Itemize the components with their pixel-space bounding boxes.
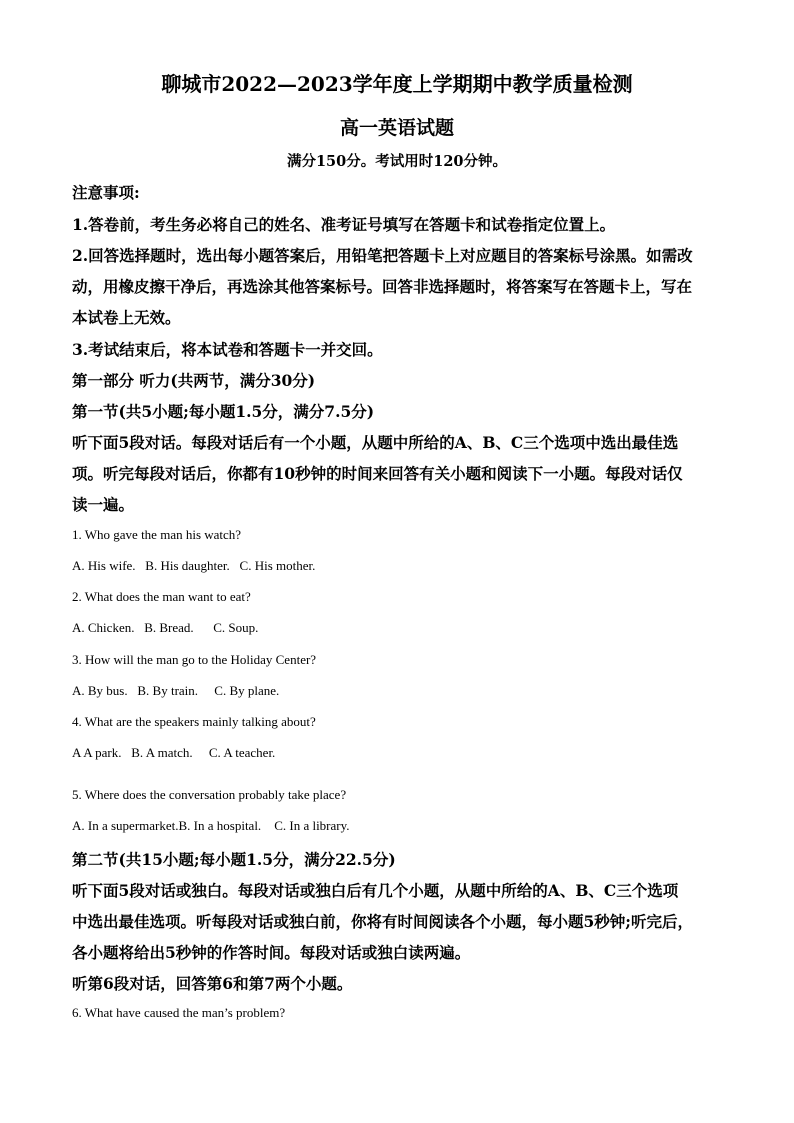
question-4: 4. What are the speakers mainly talking about? bbox=[72, 714, 316, 729]
option-c: C. By plane. bbox=[214, 683, 280, 698]
option-a: A A park. bbox=[72, 745, 122, 760]
question-5: 5. Where does the conversation probably take place? bbox=[72, 787, 347, 802]
notes-item-1: 1.答卷前，考生务必将自己的姓名、准考证号填写在答题卡和试卷指定位置上。 bbox=[72, 215, 616, 234]
section2-heading: 第二节(共15小题;每小题1.5分，满分22.5分) bbox=[72, 850, 396, 869]
section1-intro-line-3: 读一遍。 bbox=[72, 495, 135, 514]
question-1-options bbox=[72, 558, 722, 574]
section2-intro-line-3: 各小题将给出5秒钟的作答时间。每段对话或独白读两遍。 bbox=[72, 943, 471, 962]
option-a: A. In a supermarket. bbox=[72, 818, 179, 833]
option-c: C. A teacher. bbox=[208, 745, 276, 760]
exam-meta: 满分150分。考试用时120分钟。 bbox=[286, 153, 508, 170]
option-b: B. His daughter. bbox=[145, 558, 230, 573]
question-2: 2. What does the man want to eat? bbox=[72, 589, 251, 604]
option-a: A. His wife. bbox=[72, 558, 136, 573]
option-c: C. Soup. bbox=[213, 620, 259, 635]
notes-heading: 注意事项: bbox=[72, 183, 140, 202]
notes-item-3: 3.考试结束后，将本试卷和答题卡一并交回。 bbox=[72, 340, 383, 359]
question-3-options bbox=[72, 683, 722, 699]
section2-instruction: 听第6段对话，回答第6和第7两个小题。 bbox=[72, 974, 353, 993]
option-b: B. Bread. bbox=[144, 620, 194, 635]
exam-title: 聊城市2022—2023学年度上学期期中教学质量检测 bbox=[161, 72, 633, 96]
question-5-options bbox=[72, 818, 722, 834]
section2-intro-line-1: 听下面5段对话或独白。每段对话或独白后有几个小题，从题中所给的A、B、C三个选项 bbox=[72, 881, 679, 900]
part1-heading: 第一部分 听力(共两节，满分30分) bbox=[72, 371, 316, 390]
option-b: B. By train. bbox=[137, 683, 199, 698]
option-a: A. Chicken. bbox=[72, 620, 135, 635]
question-6: 6. What have caused the man’s problem? bbox=[72, 1005, 286, 1020]
question-3: 3. How will the man go to the Holiday Center? bbox=[72, 652, 317, 667]
option-c: C. His mother. bbox=[239, 558, 316, 573]
exam-subtitle: 高一英语试题 bbox=[339, 117, 454, 139]
notes-item-2-line-2: 动，用橡皮擦干净后，再选涂其他答案标号。回答非选择题时，将答案写在答题卡上，写在 bbox=[72, 277, 693, 296]
option-a: A. By bus. bbox=[72, 683, 128, 698]
option-b: B. A match. bbox=[131, 745, 193, 760]
notes-item-2-line-3: 本试卷上无效。 bbox=[72, 308, 181, 327]
notes-item-2-line-1: 2.回答选择题时，选出每小题答案后，用铅笔把答题卡上对应题目的答案标号涂黑。如需改 bbox=[72, 246, 693, 265]
question-4-options bbox=[72, 745, 722, 761]
section1-intro-line-2: 项。听完每段对话后，你都有10秒钟的时间来回答有关小题和阅读下一小题。每段对话仅 bbox=[72, 464, 683, 483]
option-c: C. In a library. bbox=[274, 818, 350, 833]
question-2-options bbox=[72, 620, 722, 636]
section2-intro-line-2: 中选出最佳选项。听每段对话或独白前，你将有时间阅读各个小题，每小题5秒钟;听完后， bbox=[72, 912, 694, 931]
section1-intro-line-1: 听下面5段对话。每段对话后有一个小题，从题中所给的A、B、C三个选项中选出最佳选 bbox=[72, 433, 679, 452]
question-1: 1. Who gave the man his watch? bbox=[72, 527, 242, 542]
section1-heading: 第一节(共5小题;每小题1.5分，满分7.5分) bbox=[72, 402, 375, 421]
option-b: B. In a hospital. bbox=[178, 818, 262, 833]
